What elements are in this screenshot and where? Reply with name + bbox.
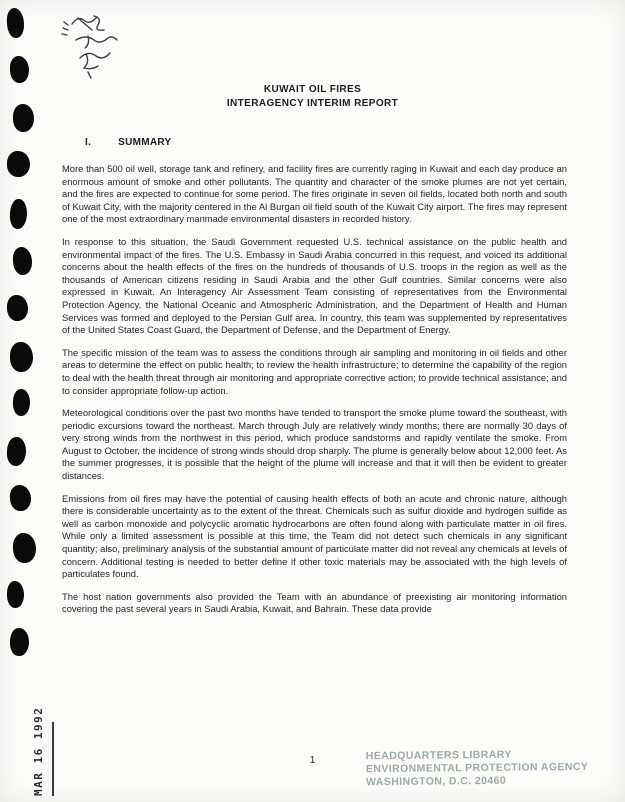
handwritten-annotation <box>58 10 153 80</box>
section-title: SUMMARY <box>118 137 172 148</box>
binding-hole <box>6 436 27 466</box>
paragraph: The specific mission of the team was to assess the conditions through air sampling and monitoring in oil fields and other areas to determine the effect on public health; to review the health infrastructure; to determine the capability of the region to deal with the health threat through air monitoring and appropriate corrective action; to provide technical assistance; and to consider appropriate follow-up action. <box>62 346 567 396</box>
received-date-stamp: MAR 16 1992 <box>32 706 45 796</box>
binding-hole <box>12 246 33 275</box>
binding-hole <box>7 295 29 322</box>
binding-hole <box>10 342 33 372</box>
section-number: I. <box>85 137 92 148</box>
binding-hole <box>7 151 31 178</box>
section-heading <box>85 137 172 148</box>
title-line-1: KUWAIT OIL FIRES <box>263 84 362 95</box>
paragraph: Emissions from oil fires may have the potential of causing health effects of both an acute and chronic nature, although there is considerable uncertainty as to the extent of the threat. Chemicals such as sulfur dioxide and hydrogen sulfide as well as carbon monoxide and polycyclic aromatic hydrocarbons are often found along with particulate matter in oil fires. While only a limited assessment is possible at this time, the Team did not detect such chemicals in any significant quantity; also, preliminary analysis of the substantial amount of particulate matter did not reveal any chemicals at levels of concern. Additional testing is needed to better define if other toxic materials may be associated with the high levels of particulates found. <box>62 492 567 580</box>
binding-hole <box>7 581 24 608</box>
library-stamp-line-2: ENVIRONMENTAL PROTECTION AGENCY <box>365 760 589 776</box>
paragraph: Meteorological conditions over the past two months have tended to transport the smoke plume toward the southeast, with periodic excursions toward the northeast. March through July are relatively windy months; there are normally 30 days of very strong winds from the northwest in this period, which produce sandstorms and rapidly ventilate the smoke. From August to October, the incidence of strong winds should drop sharply. The plume is generally below about 12,000 feet. As the summer progresses, it is possible that the height of the plume will increase and that it will then be evident to greater distances. <box>62 407 567 482</box>
binding-hole <box>10 56 30 84</box>
binding-hole <box>13 389 31 417</box>
binding-hole <box>10 628 30 657</box>
document-body <box>62 163 567 626</box>
binding-hole <box>9 484 32 511</box>
paragraph: In response to this situation, the Saudi Government requested U.S. technical assistance on the public health and environmental impact of the fires. The U.S. Embassy in Saudi Arabia concurred in this request, and voiced its additional concerns about the health effects of the fires on the hundreds of thousands of U.S. troops in the region as well as the thousands of American citizens residing in Saudi Arabia and the other Gulf countries. Similar concerns were also expressed in Kuwait. An Interagency Air Assessment Team consisting of representatives from the Environmental Protection Agency, the National Oceanic and Atmospheric Administration, and the Department of Health and Human Services was formed and deployed to the Persian Gulf area. In country, this team was supplemented by representatives of the United States Coast Guard, the Department of Defense, and the Department of Energy. <box>62 235 567 336</box>
binding-hole <box>12 533 36 564</box>
library-stamp-line-1: HEADQUARTERS LIBRARY <box>365 748 512 763</box>
title-line-2: INTERAGENCY INTERIM REPORT <box>226 98 399 109</box>
library-stamp <box>366 748 596 789</box>
date-stamp-rule <box>52 722 54 796</box>
page-number: 1 <box>309 755 316 766</box>
paragraph: The host nation governments also provided the Team with an abundance of preexisting air monitoring information covering the past several years in Saudi Arabia, Kuwait, and Bahrain. These data provide <box>62 590 567 615</box>
paragraph: More than 500 oil well, storage tank and refinery, and facility fires are currently raging in Kuwait and each day produce an enormous amount of smoke and other pollutants. The quantity and character of the smoke plumes are not yet certain, and the fires are expected to continue for some period. The fires originate in seven oil fields, located both north and south of Kuwait City, with the majority centered in the Al Burgan oil field south of the Kuwait City airport. The fires may represent one of the most extraordinary manmade environmental disasters in recorded history. <box>62 163 567 225</box>
binding-hole <box>9 198 28 229</box>
document-title <box>0 83 625 111</box>
binding-hole <box>13 104 34 132</box>
library-stamp-line-3: WASHINGTON, D.C. 20460 <box>366 774 507 789</box>
binding-hole <box>6 7 25 38</box>
